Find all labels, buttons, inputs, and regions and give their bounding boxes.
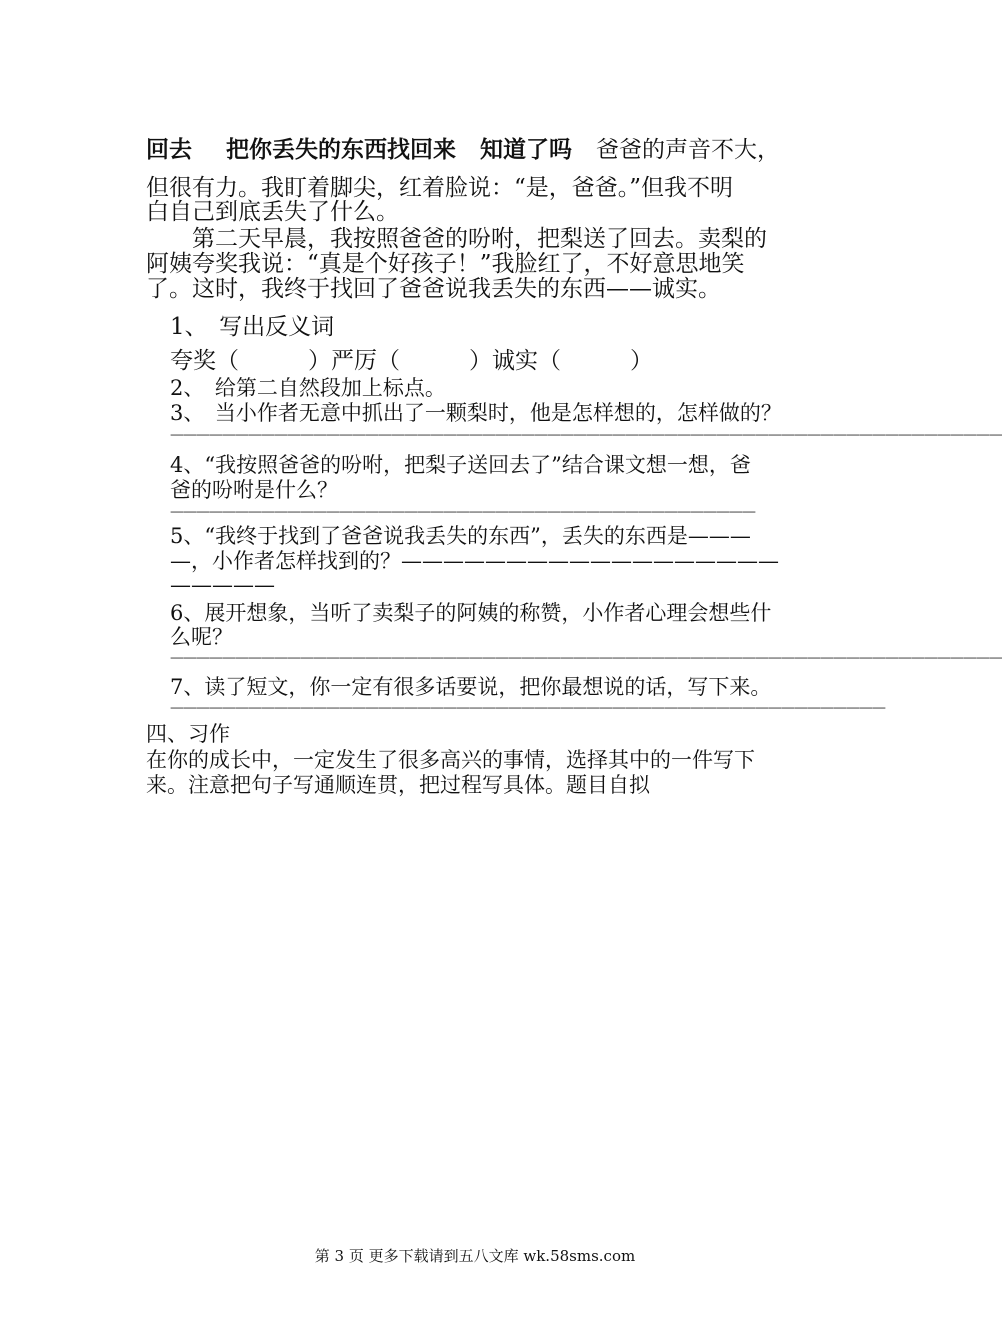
question-7: 7、读了短文，你一定有很多话要说，把你最想说的话，写下来。 [170, 675, 772, 699]
passage-line-5: 阿姨夸奖我说：“真是个好孩子！”我脸红了，不好意思地笑 [146, 251, 745, 277]
question-6-line-1: 6、展开想象，当听了卖梨子的阿姨的称赞，小作者心理会想些什 [170, 601, 772, 625]
passage-line-3: 白自己到底丢失了什么。 [146, 199, 399, 225]
question-3: 3、 当小作者无意中抓出了一颗梨时，他是怎样想的，怎样做的？ [170, 401, 782, 425]
passage-bold-phrase-2: 把你丢失的东西找回来 [226, 136, 456, 163]
question-4-answer-line[interactable]: ————————————————————————————————————————————— [170, 504, 755, 520]
passage-line-1 [146, 136, 780, 164]
passage-line-4: 第二天早晨，我按照爸爸的吩咐，把梨送了回去。卖梨的 [192, 226, 767, 252]
composition-line-2: 来。注意把句子写通顺连贯，把过程写具体。题目自拟 [146, 773, 650, 797]
question-1-title: 1、 写出反义词 [170, 314, 335, 340]
question-1-blanks: 夸奖（ ）严厉（ ）诚实（ ） [170, 348, 653, 374]
passage-bold-phrase-3: 知道了吗 [480, 136, 572, 163]
composition-title: 四、习作 [146, 722, 230, 746]
passage-line-6: 了。这时，我终于找回了爸爸说我丢失的东西——诚实。 [146, 276, 721, 302]
passage-line-1-rest: 爸爸的声音不大， [596, 137, 780, 163]
composition-line-1: 在你的成长中，一定发生了很多高兴的事情，选择其中的一件写下 [146, 748, 755, 772]
question-3-answer-line[interactable]: ———————————————————————————————————————————————————————————————— [170, 427, 1002, 443]
question-5-line-2: —，小作者怎样找到的？—————————————————— [170, 549, 779, 573]
passage-line-2: 但很有力。我盯着脚尖，红着脸说：“是，爸爸。”但我不明 [146, 175, 734, 201]
question-6-line-2: 么呢？ [170, 625, 233, 649]
passage-bold-phrase-1: 回去 [146, 136, 192, 163]
question-7-answer-line[interactable]: ——————————————————————————————————————————————————————— [170, 700, 885, 716]
question-6-answer-line[interactable]: ———————————————————————————————————————————————————————————————— [170, 650, 1002, 666]
question-4-line-1: 4、“我按照爸爸的吩咐，把梨子送回去了”结合课文想一想，爸 [170, 453, 751, 477]
question-4-line-2: 爸的吩咐是什么？ [170, 478, 338, 502]
question-5-line-3: ————— [170, 573, 275, 597]
page-footer: 第 3 页 更多下载请到五八文库 wk.58sms.com [314, 1247, 636, 1265]
question-2: 2、 给第二自然段加上标点。 [170, 376, 446, 400]
question-5-line-1: 5、“我终于找到了爸爸说我丢失的东西”，丢失的东西是——— [170, 524, 751, 548]
